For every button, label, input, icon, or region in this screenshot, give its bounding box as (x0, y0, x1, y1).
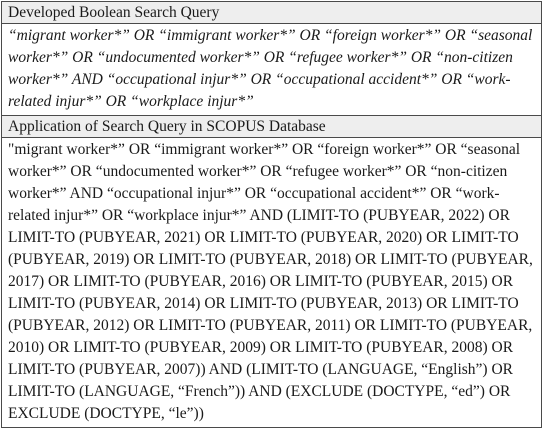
section-header-developed-query (2, 2, 542, 24)
section-header-text: Developed Boolean Search Query (8, 4, 220, 21)
table-row (2, 138, 542, 428)
scopus-query-cell (2, 138, 542, 428)
section-header-scopus-query (2, 116, 542, 138)
developed-query-text: “migrant worker*” OR “immigrant worker*” OR “foreign worker*” OR “seasonal worker*” OR “undocumented worker*” OR “refugee worker*” OR “non-citizen worker*” AND “occupational injur*” OR “occupational accident*” OR “work-related injur*” OR “workplace injur*” (8, 27, 533, 110)
scopus-query-text: "migrant worker*” OR “immigrant worker*” OR “foreign worker*” OR “seasonal worker*” OR “undocumented worker*” OR “refugee worker*” OR “non-citizen worker*” AND “occupational injur*” OR “occupational accident*” OR “work-related injur*” OR “workplace injur*” AND (LIMIT-TO (PUBYEAR, 2022) OR LIMIT-TO (PUBYEAR, 2021) OR LIMIT-TO (PUBYEAR, 2020) OR LIMIT-TO (PUBYEAR, 2019) OR LIMIT-TO (PUBYEAR, 2018) OR LIMIT-TO (PUBYEAR, 2017) OR LIMIT-TO (PUBYEAR, 2016) OR LIMIT-TO (PUBYEAR, 2015) OR LIMIT-TO (PUBYEAR, 2014) OR LIMIT-TO (PUBYEAR, 2013) OR LIMIT-TO (PUBYEAR, 2012) OR LIMIT-TO (PUBYEAR, 2011) OR LIMIT-TO (PUBYEAR, 2010) OR LIMIT-TO (PUBYEAR, 2009) OR LIMIT-TO (PUBYEAR, 2008) OR LIMIT-TO (PUBYEAR, 2007)) AND (LIMIT-TO (LANGUAGE, “English”) OR LIMIT-TO (LANGUAGE, “French”)) AND (EXCLUDE (DOCTYPE, “ed”) OR EXCLUDE (DOCTYPE, “le”)) (8, 141, 533, 422)
search-query-table (1, 1, 542, 428)
table-row (2, 24, 542, 116)
developed-query-cell (2, 24, 542, 116)
table-row (2, 116, 542, 138)
table-row (2, 2, 542, 24)
section-header-text: Application of Search Query in SCOPUS Database (8, 118, 326, 135)
